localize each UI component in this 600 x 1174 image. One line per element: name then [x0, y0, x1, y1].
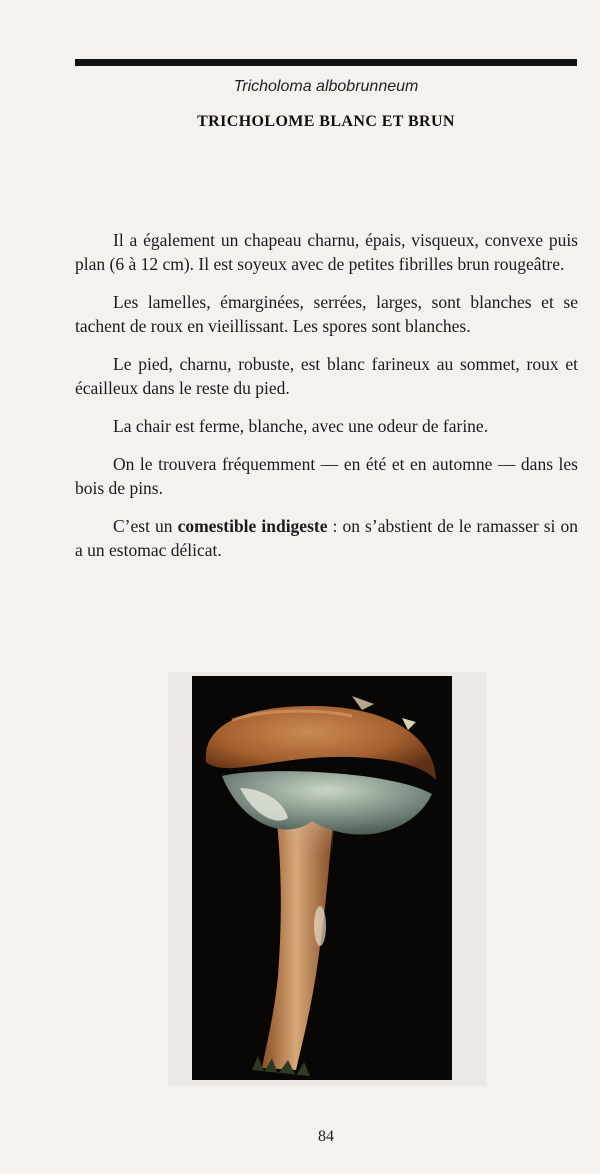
paragraph-habitat: On le trouvera fréquemment — en été et en automne — dans les bois de pins. — [75, 454, 578, 498]
edibility-suffix: : on s’abstient de le ramasser si on a un estomac délicat. — [75, 516, 578, 560]
mushroom-illustration — [192, 676, 452, 1080]
mushroom-photo — [192, 676, 452, 1080]
paragraph-edibility — [75, 514, 578, 562]
header-rule — [75, 59, 577, 66]
paragraph-stem: Le pied, charnu, robuste, est blanc farineux au sommet, roux et écailleux dans le reste du pied. — [75, 354, 578, 398]
edibility-verdict: comestible indigeste — [177, 516, 328, 536]
latin-name: Tricholoma albobrunneum — [233, 78, 419, 95]
paragraph-flesh: La chair est ferme, blanche, avec une odeur de farine. — [113, 416, 489, 436]
paragraph-cap: Il a également un chapeau charnu, épais, visqueux, convexe puis plan (6 à 12 cm). Il est soyeux avec de petites fibrilles brun rougeâtre. — [75, 230, 578, 274]
common-name: TRICHOLOME BLANC ET BRUN — [197, 113, 455, 130]
page-number: 84 — [318, 1128, 334, 1145]
paragraph-gills: Les lamelles, émarginées, serrées, larges, sont blanches et se tachent de roux en vieillissant. Les spores sont blanches. — [75, 292, 578, 336]
edibility-prefix: C’est un — [113, 516, 178, 536]
description-text — [75, 228, 578, 576]
